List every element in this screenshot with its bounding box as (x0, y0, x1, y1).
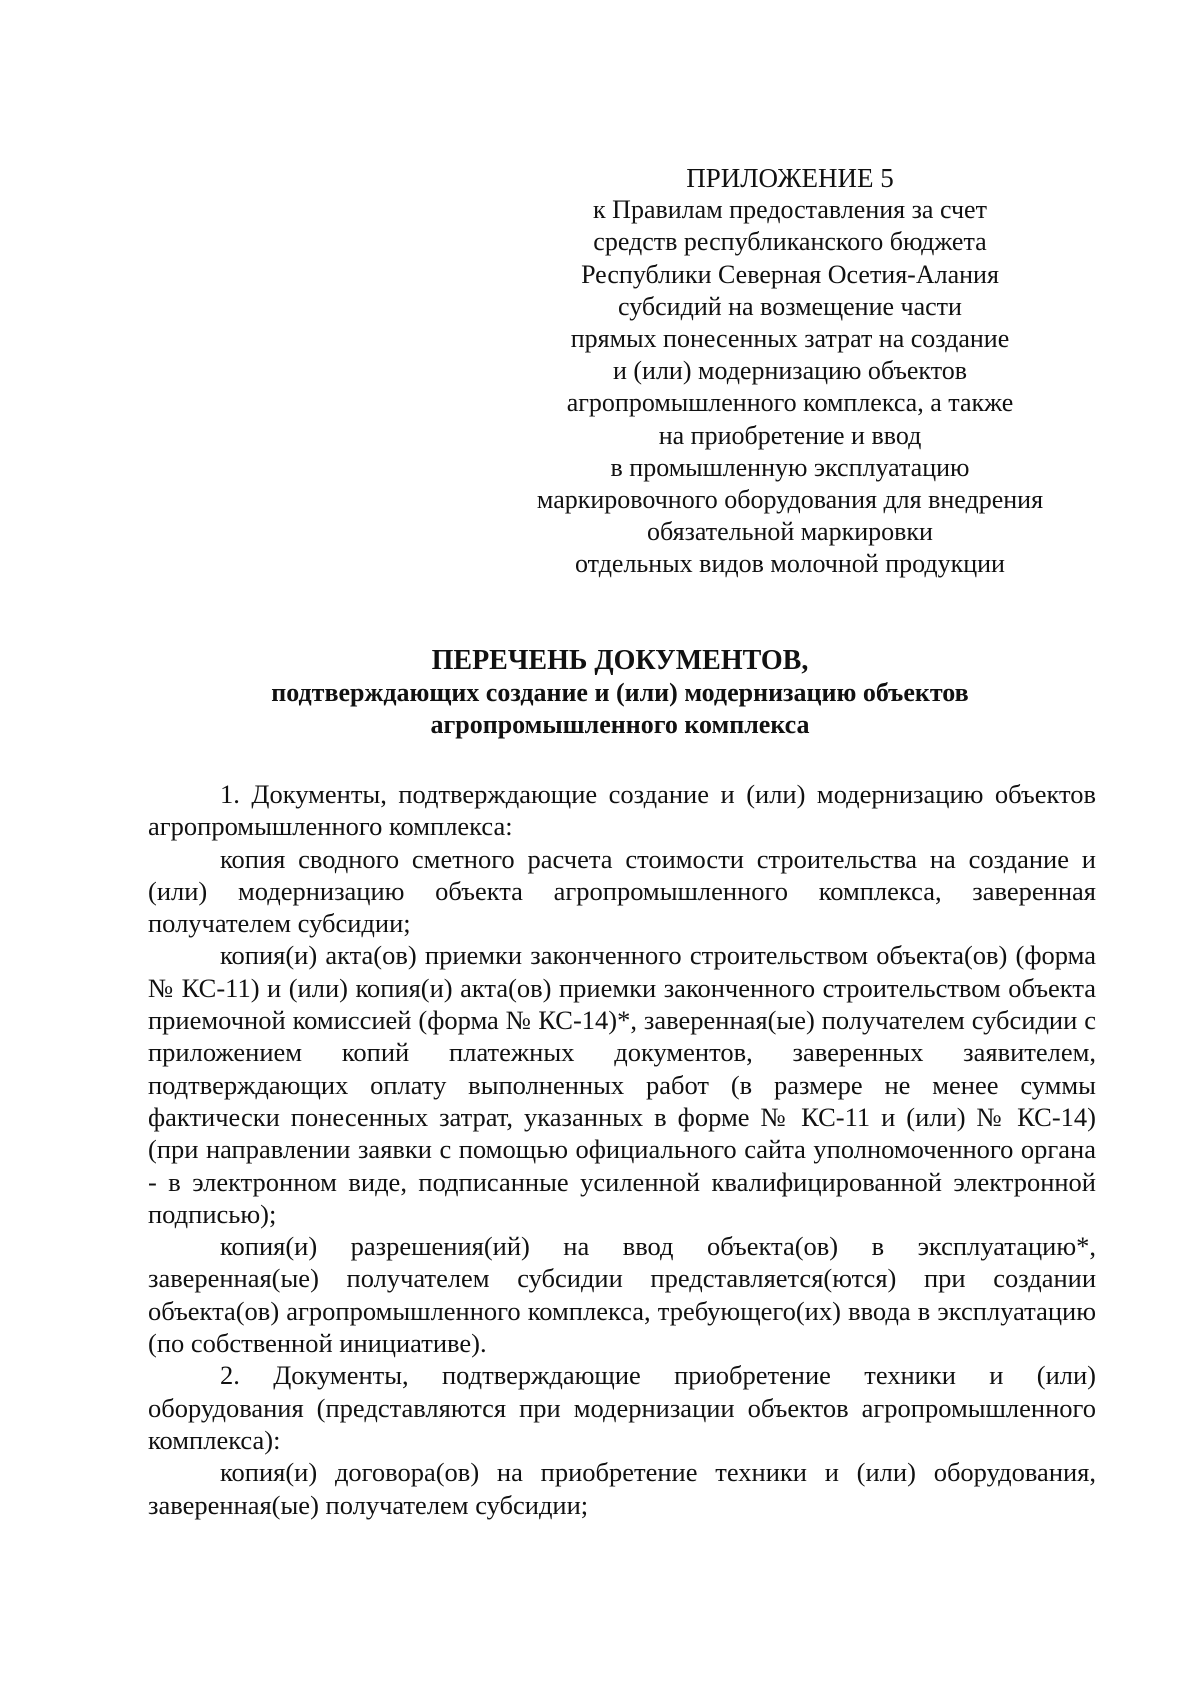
paragraph: копия(и) разрешения(ий) на ввод объекта(ов) в эксплуатацию*, заверенная(ые) получателем субсидии представляется(ются) при создании объекта(ов) агропромышленного комплекса, требующего(их) ввода в эксплуатацию (по собственной инициативе). (148, 1231, 1096, 1359)
appendix-line: обязательной маркировки (647, 517, 933, 547)
appendix-line: и (или) модернизацию объектов (612, 356, 968, 386)
document-title-subtitle: подтверждающих создание и (или) модернизацию объектов (271, 678, 969, 707)
paragraph: 1. Документы, подтверждающие создание и (или) модернизацию объектов агропромышленного комплекса: (148, 779, 1096, 842)
paragraph: копия сводного сметного расчета стоимости строительства на создание и (или) модернизацию объекта агропромышленного комплекса, заверенная получателем субсидии; (148, 843, 1096, 939)
document-title (140, 645, 1100, 741)
appendix-line: Республики Северная Осетия-Алания (581, 259, 999, 289)
document-body (148, 778, 1096, 1521)
paragraph: копия(и) договора(ов) на приобретение техники и (или) оборудования, заверенная(ые) получателем субсидии; (148, 1457, 1096, 1520)
appendix-line: к Правилам предоставления за счет (593, 195, 987, 225)
appendix-line: субсидий на возмещение части (618, 291, 962, 321)
document-title-subtitle: агропромышленного комплекса (430, 710, 810, 739)
paragraph: 2. Документы, подтверждающие приобретение техники и (или) оборудования (представляются при модернизации объектов агропромышленного комплекса): (148, 1360, 1096, 1455)
appendix-line: средств республиканского бюджета (593, 227, 987, 257)
appendix-block (500, 162, 1080, 581)
appendix-line: в промышленную эксплуатацию (610, 452, 970, 482)
appendix-line: маркировочного оборудования для внедрения (536, 485, 1044, 515)
paragraph: копия(и) акта(ов) приемки законченного строительством объекта(ов) (форма № КС-11) и (или) копия(и) акта(ов) приемки законченного строительством объекта приемочной комиссией (форма № КС-14)*, заверенная(ые) получателем субсидии с приложением копий платежных документов, заверенных заявителем, подтверждающих оплату выполненных работ (в размере не менее суммы фактически понесенных затрат, указанных в форме № КС-11 и (или) № КС-14) (при направлении заявки с помощью официального сайта уполномоченного органа - в электронном виде, подписанные усиленной квалифицированной электронной подписью); (148, 940, 1096, 1229)
appendix-line: агропромышленного комплекса, а также (566, 388, 1014, 418)
appendix-title: ПРИЛОЖЕНИЕ 5 (686, 163, 894, 193)
document-title-main: ПЕРЕЧЕНЬ ДОКУМЕНТОВ, (431, 645, 809, 676)
appendix-line: на приобретение и ввод (658, 420, 922, 450)
appendix-line: прямых понесенных затрат на создание (570, 324, 1010, 354)
appendix-line: отдельных видов молочной продукции (575, 549, 1005, 579)
